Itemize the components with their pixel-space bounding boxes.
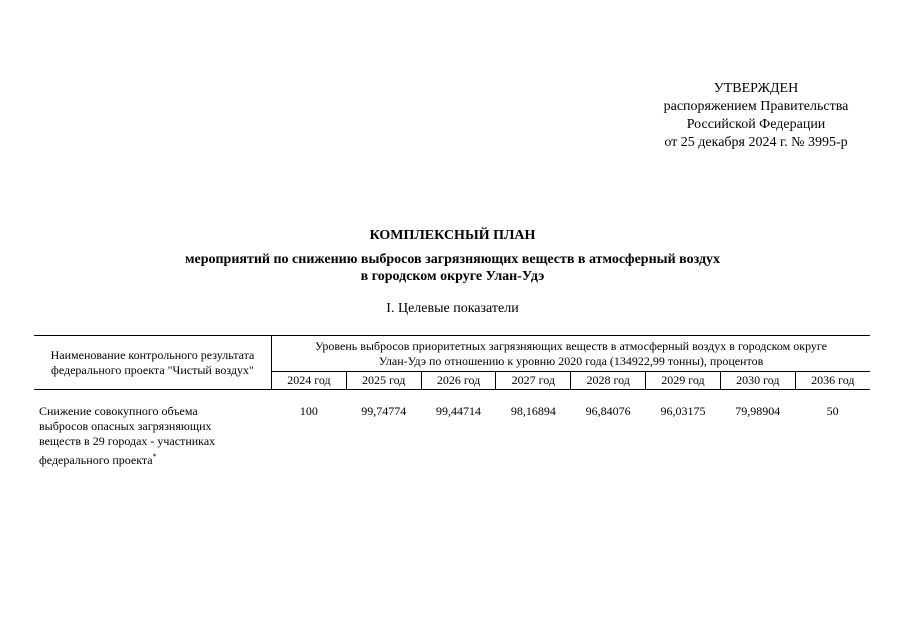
year-header: 2028 год xyxy=(571,372,646,390)
year-header: 2026 год xyxy=(421,372,496,390)
indicator-value: 96,84076 xyxy=(585,404,631,418)
indicator-name-line-4-text: федерального проекта xyxy=(39,453,153,467)
indicator-value: 99,44714 xyxy=(436,404,482,418)
year-header: 2024 год xyxy=(272,372,347,390)
level-header-line-1: Уровень выбросов приоритетных загрязняющих веществ в атмосферный воздух в городском округе xyxy=(314,339,828,353)
subtitle-line-1: мероприятий по снижению выбросов загрязняющих веществ в атмосферный воздух xyxy=(184,252,721,267)
year-header: 2025 год xyxy=(346,372,421,390)
section-heading: I. Целевые показатели xyxy=(386,301,519,316)
name-header-line-1: Наименование контрольного результата xyxy=(50,347,255,362)
indicator-value: 50 xyxy=(826,404,839,418)
indicator-name-line-1: Снижение совокупного объема xyxy=(39,404,198,418)
indicator-name-line-2: выбросов опасных загрязняющих xyxy=(39,419,212,433)
name-header-line-2: федерального проекта "Чистый воздух" xyxy=(51,362,254,377)
footnote-mark: * xyxy=(152,452,157,461)
table-row xyxy=(34,389,870,468)
emission-level-header xyxy=(272,336,871,372)
subtitle-line-2: в городском округе Улан-Удэ xyxy=(360,269,545,284)
indicator-name-line-3: веществ в 29 городах - участниках xyxy=(39,434,216,448)
approval-heading: УТВЕРЖДЕН xyxy=(713,81,799,96)
approval-line-3: от 25 декабря 2024 г. № 3995-р xyxy=(664,135,848,150)
approval-line-2: Российской Федерации xyxy=(686,117,826,132)
indicator-value: 98,16894 xyxy=(510,404,556,418)
indicator-value: 79,98904 xyxy=(735,404,781,418)
approval-stamp xyxy=(600,80,905,152)
year-header: 2027 год xyxy=(496,372,571,390)
level-header-line-2: Улан-Удэ по отношению к уровню 2020 года (134922,99 тонны), процентов xyxy=(378,354,764,368)
indicator-name xyxy=(34,389,272,468)
year-header: 2036 год xyxy=(811,373,855,387)
indicator-value: 96,03175 xyxy=(660,404,706,418)
year-header: 2029 год xyxy=(646,372,721,390)
indicator-name-line-4 xyxy=(39,449,272,468)
document-title: КОМПЛЕКСНЫЙ ПЛАН xyxy=(369,228,536,243)
year-header: 2030 год xyxy=(720,372,795,390)
indicator-value: 100 xyxy=(299,404,318,418)
approval-line-1: распоряжением Правительства xyxy=(663,99,849,114)
indicator-value: 99,74774 xyxy=(361,404,407,418)
target-indicators-table xyxy=(34,336,870,468)
name-column-header xyxy=(34,336,272,389)
document-subtitle xyxy=(0,251,905,285)
